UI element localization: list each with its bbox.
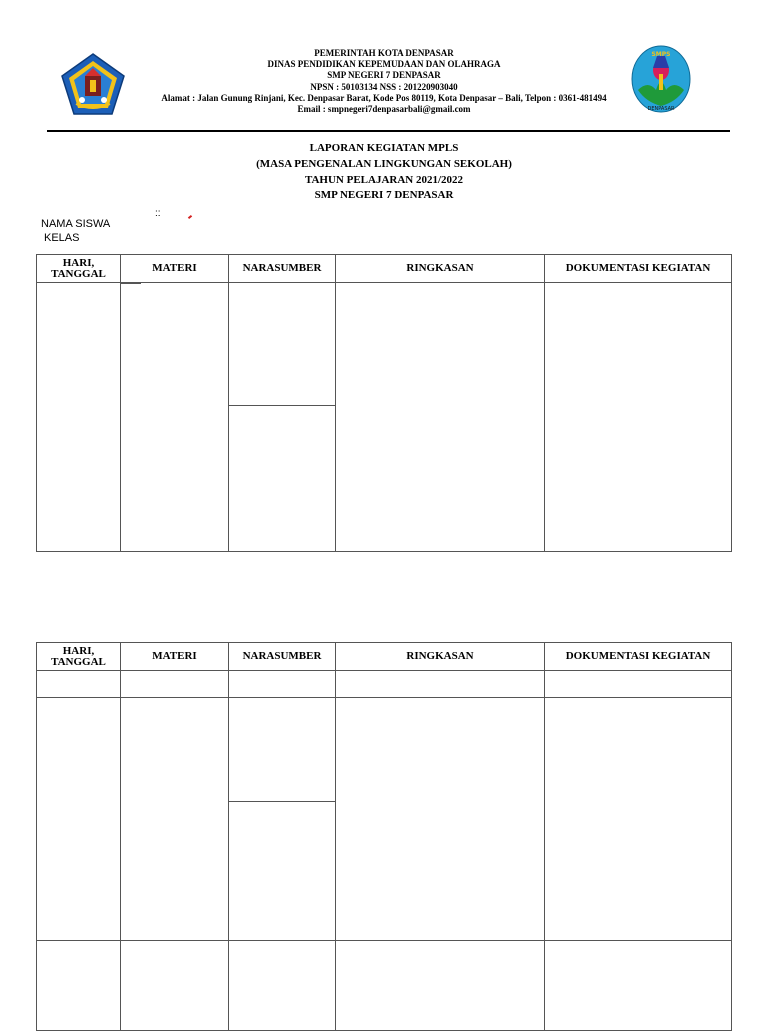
day-date-cell[interactable]: [37, 698, 121, 941]
day-date-cell[interactable]: [37, 671, 121, 698]
summary-cell[interactable]: [336, 283, 545, 552]
activity-table-2: [36, 642, 732, 1031]
header-date: TANGGAL: [51, 655, 106, 668]
material-cell[interactable]: [121, 283, 229, 552]
header-day-date: [37, 643, 121, 671]
speaker-divider: [229, 801, 335, 802]
summary-cell[interactable]: [336, 671, 545, 698]
header-documentation: DOKUMENTASI KEGIATAN: [545, 643, 732, 671]
header-day: HARI,: [62, 644, 95, 657]
header-material: MATERI: [121, 255, 229, 283]
header-day-date: [37, 255, 121, 283]
speaker-cell[interactable]: [229, 671, 336, 698]
documentation-cell[interactable]: [545, 941, 732, 1031]
speaker-divider: [229, 405, 335, 406]
speaker-cell[interactable]: [229, 941, 336, 1031]
header-speaker: NARASUMBER: [229, 255, 336, 283]
header-day: HARI,: [62, 256, 95, 269]
header-documentation: DOKUMENTASI KEGIATAN: [545, 255, 732, 283]
letterhead-government: PEMERINTAH KOTA DENPASAR: [314, 48, 454, 58]
letterhead-divider: [47, 130, 730, 132]
summary-cell[interactable]: [336, 941, 545, 1031]
right-logo-top-text: SMPS: [651, 51, 671, 58]
documentation-cell[interactable]: [545, 698, 732, 941]
table-header-row: [37, 255, 732, 283]
material-cell[interactable]: [121, 698, 229, 941]
student-name-label: NAMA SISWA: [41, 218, 111, 230]
header-summary: RINGKASAN: [336, 255, 545, 283]
table-row: [37, 283, 732, 552]
speaker-cell[interactable]: [229, 698, 336, 941]
header-summary: RINGKASAN: [336, 643, 545, 671]
letterhead-department: DINAS PENDIDIKAN KEPEMUDAAN DAN OLAHRAGA: [267, 59, 501, 69]
speaker-cell[interactable]: [229, 283, 336, 552]
table-header-row: [37, 643, 732, 671]
table-row: [37, 698, 732, 941]
student-class-label: KELAS: [44, 232, 80, 244]
letterhead-school: SMP NEGERI 7 DENPASAR: [327, 70, 441, 80]
report-school: SMP NEGERI 7 DENPASAR: [314, 189, 454, 201]
letterhead-address: Alamat : Jalan Gunung Rinjani, Kec. Denpasar Barat, Kode Pos 80119, Kota Denpasar – Bali, Telpon : 0361-481494: [161, 93, 607, 103]
letterhead-npsn: NPSN : 50103134 NSS : 201220903040: [310, 82, 458, 92]
documentation-cell[interactable]: [545, 283, 732, 552]
material-cell[interactable]: [121, 941, 229, 1031]
table-row: [37, 671, 732, 698]
report-subtitle: (MASA PENGENALAN LINGKUNGAN SEKOLAH): [256, 158, 512, 170]
red-mark: [188, 215, 192, 219]
day-date-cell[interactable]: [37, 283, 121, 552]
report-year: TAHUN PELAJARAN 2021/2022: [304, 174, 464, 186]
material-cell[interactable]: [121, 671, 229, 698]
summary-cell[interactable]: [336, 698, 545, 941]
header-material: MATERI: [121, 643, 229, 671]
letterhead-email: Email : smpnegeri7denpasarbali@gmail.com: [297, 104, 471, 114]
documentation-cell[interactable]: [545, 671, 732, 698]
report-title: LAPORAN KEGIATAN MPLS: [309, 142, 459, 154]
day-date-cell[interactable]: [37, 941, 121, 1031]
table-row: [37, 941, 732, 1031]
activity-table-1: [36, 254, 732, 552]
right-logo-bottom-text: DENPASAR: [647, 106, 675, 112]
header-speaker: NARASUMBER: [229, 643, 336, 671]
student-colons: ::: [155, 208, 161, 219]
header-date: TANGGAL: [51, 267, 106, 280]
